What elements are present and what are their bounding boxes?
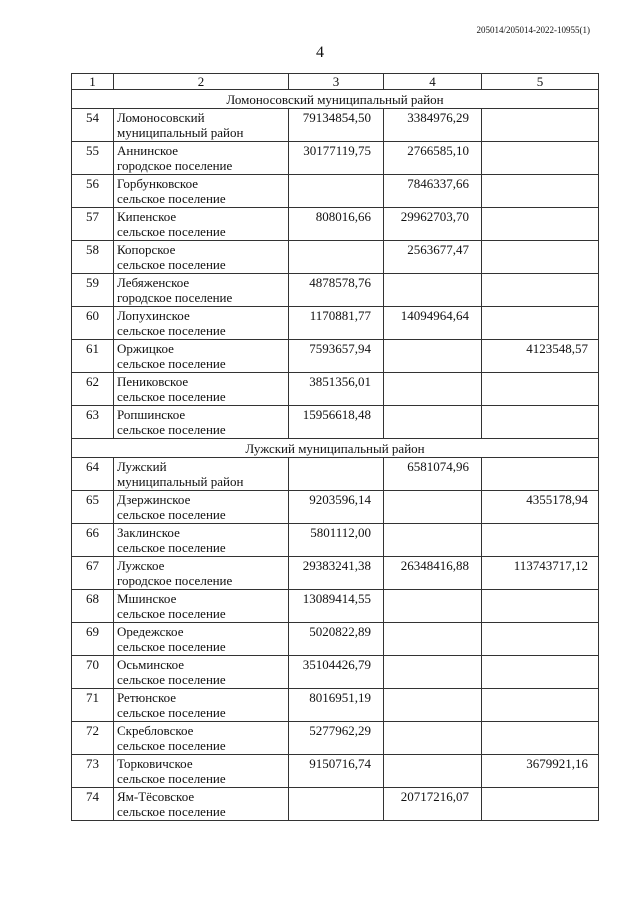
municipality-name-line1: Горбунковское bbox=[117, 176, 199, 191]
municipality-name-cell bbox=[114, 458, 289, 491]
row-number-cell: 62 bbox=[72, 373, 114, 406]
header-cell: 4 bbox=[384, 74, 482, 90]
row-number-cell: 58 bbox=[72, 241, 114, 274]
table-row bbox=[72, 109, 599, 142]
table-body bbox=[72, 74, 599, 821]
municipality-name-cell bbox=[114, 373, 289, 406]
municipality-name-cell bbox=[114, 524, 289, 557]
row-number-cell: 68 bbox=[72, 590, 114, 623]
amount-cell-c5: 4355178,94 bbox=[482, 491, 599, 524]
row-number-cell: 71 bbox=[72, 689, 114, 722]
amount-cell-c4 bbox=[384, 590, 482, 623]
amount-cell-c3: 5277962,29 bbox=[289, 722, 384, 755]
amount-cell-c4: 20717216,07 bbox=[384, 788, 482, 821]
data-table bbox=[71, 73, 599, 821]
amount-cell-c5: 113743717,12 bbox=[482, 557, 599, 590]
municipality-name-line1: Скребловское bbox=[117, 723, 194, 738]
municipality-name-line2: муниципальный район bbox=[117, 474, 244, 489]
municipality-name-line2: сельское поселение bbox=[117, 191, 226, 206]
amount-cell-c3: 13089414,55 bbox=[289, 590, 384, 623]
municipality-name-line1: Лужский bbox=[117, 459, 167, 474]
municipality-name-line1: Ретюнское bbox=[117, 690, 177, 705]
amount-cell-c3 bbox=[289, 175, 384, 208]
municipality-name-line1: Лебяженское bbox=[117, 275, 190, 290]
municipality-name-line2: сельское поселение bbox=[117, 356, 226, 371]
table-row bbox=[72, 656, 599, 689]
header-row bbox=[72, 74, 599, 90]
table-row bbox=[72, 373, 599, 406]
row-number-cell: 61 bbox=[72, 340, 114, 373]
amount-cell-c3: 8016951,19 bbox=[289, 689, 384, 722]
amount-cell-c4: 6581074,96 bbox=[384, 458, 482, 491]
amount-cell-c3: 79134854,50 bbox=[289, 109, 384, 142]
amount-cell-c3: 9150716,74 bbox=[289, 755, 384, 788]
municipality-name-line2: сельское поселение bbox=[117, 738, 226, 753]
amount-cell-c5 bbox=[482, 241, 599, 274]
section-title: Ломоносовский муниципальный район bbox=[72, 90, 599, 109]
amount-cell-c4: 2563677,47 bbox=[384, 241, 482, 274]
table-row bbox=[72, 208, 599, 241]
amount-cell-c5 bbox=[482, 109, 599, 142]
municipality-name-line1: Торковичское bbox=[117, 756, 193, 771]
row-number-cell: 57 bbox=[72, 208, 114, 241]
amount-cell-c4: 3384976,29 bbox=[384, 109, 482, 142]
amount-cell-c3: 4878578,76 bbox=[289, 274, 384, 307]
amount-cell-c3: 1170881,77 bbox=[289, 307, 384, 340]
section-title: Лужский муниципальный район bbox=[72, 439, 599, 458]
row-number-cell: 73 bbox=[72, 755, 114, 788]
municipality-name-line2: сельское поселение bbox=[117, 257, 226, 272]
municipality-name-line1: Копорское bbox=[117, 242, 176, 257]
amount-cell-c4 bbox=[384, 274, 482, 307]
municipality-name-line2: сельское поселение bbox=[117, 639, 226, 654]
amount-cell-c4 bbox=[384, 656, 482, 689]
amount-cell-c4 bbox=[384, 373, 482, 406]
municipality-name-line2: муниципальный район bbox=[117, 125, 244, 140]
amount-cell-c5: 4123548,57 bbox=[482, 340, 599, 373]
municipality-name-line2: сельское поселение bbox=[117, 606, 226, 621]
municipality-name-line2: сельское поселение bbox=[117, 672, 226, 687]
municipality-name-cell bbox=[114, 241, 289, 274]
municipality-name-cell bbox=[114, 274, 289, 307]
municipality-name-line1: Лужское bbox=[117, 558, 165, 573]
municipality-name-cell bbox=[114, 590, 289, 623]
table-row bbox=[72, 307, 599, 340]
municipality-name-line2: сельское поселение bbox=[117, 323, 226, 338]
amount-cell-c5 bbox=[482, 524, 599, 557]
header-cell: 5 bbox=[482, 74, 599, 90]
municipality-name-line2: сельское поселение bbox=[117, 389, 226, 404]
table-row bbox=[72, 590, 599, 623]
amount-cell-c5 bbox=[482, 373, 599, 406]
municipality-name-cell bbox=[114, 109, 289, 142]
municipality-name-line2: городское поселение bbox=[117, 290, 233, 305]
municipality-name-line1: Аннинское bbox=[117, 143, 179, 158]
section-header-row bbox=[72, 439, 599, 458]
amount-cell-c4: 2766585,10 bbox=[384, 142, 482, 175]
row-number-cell: 70 bbox=[72, 656, 114, 689]
header-cell: 1 bbox=[72, 74, 114, 90]
amount-cell-c5 bbox=[482, 208, 599, 241]
row-number-cell: 59 bbox=[72, 274, 114, 307]
amount-cell-c3 bbox=[289, 241, 384, 274]
amount-cell-c4 bbox=[384, 722, 482, 755]
municipality-name-line1: Оредежское bbox=[117, 624, 184, 639]
table-row bbox=[72, 340, 599, 373]
municipality-name-line2: сельское поселение bbox=[117, 422, 226, 437]
row-number-cell: 56 bbox=[72, 175, 114, 208]
municipality-name-line1: Мшинское bbox=[117, 591, 177, 606]
table-row bbox=[72, 175, 599, 208]
row-number-cell: 64 bbox=[72, 458, 114, 491]
municipality-name-cell bbox=[114, 656, 289, 689]
amount-cell-c3: 5801112,00 bbox=[289, 524, 384, 557]
municipality-name-line1: Кипенское bbox=[117, 209, 177, 224]
municipality-name-line1: Оржицкое bbox=[117, 341, 174, 356]
row-number-cell: 55 bbox=[72, 142, 114, 175]
header-cell: 3 bbox=[289, 74, 384, 90]
table-row bbox=[72, 406, 599, 439]
table-row bbox=[72, 788, 599, 821]
amount-cell-c4 bbox=[384, 491, 482, 524]
amount-cell-c5 bbox=[482, 590, 599, 623]
amount-cell-c4 bbox=[384, 406, 482, 439]
amount-cell-c5: 3679921,16 bbox=[482, 755, 599, 788]
municipality-name-line2: сельское поселение bbox=[117, 540, 226, 555]
municipality-name-cell bbox=[114, 406, 289, 439]
table-row bbox=[72, 524, 599, 557]
municipality-name-line2: городское поселение bbox=[117, 573, 233, 588]
amount-cell-c5 bbox=[482, 623, 599, 656]
row-number-cell: 74 bbox=[72, 788, 114, 821]
municipality-name-line2: сельское поселение bbox=[117, 705, 226, 720]
section-header-row bbox=[72, 90, 599, 109]
amount-cell-c4: 29962703,70 bbox=[384, 208, 482, 241]
amount-cell-c3: 35104426,79 bbox=[289, 656, 384, 689]
amount-cell-c3: 29383241,38 bbox=[289, 557, 384, 590]
municipality-name-cell bbox=[114, 340, 289, 373]
municipality-name-line1: Дзержинское bbox=[117, 492, 191, 507]
municipality-name-line2: городское поселение bbox=[117, 158, 233, 173]
municipality-name-cell bbox=[114, 755, 289, 788]
table-row bbox=[72, 274, 599, 307]
municipality-name-cell bbox=[114, 142, 289, 175]
table-row bbox=[72, 142, 599, 175]
municipality-name-line1: Пениковское bbox=[117, 374, 189, 389]
amount-cell-c5 bbox=[482, 307, 599, 340]
amount-cell-c4: 14094964,64 bbox=[384, 307, 482, 340]
municipality-name-cell bbox=[114, 175, 289, 208]
table-row bbox=[72, 689, 599, 722]
table-row bbox=[72, 557, 599, 590]
municipality-name-cell bbox=[114, 557, 289, 590]
amount-cell-c3: 5020822,89 bbox=[289, 623, 384, 656]
amount-cell-c3: 15956618,48 bbox=[289, 406, 384, 439]
amount-cell-c5 bbox=[482, 142, 599, 175]
municipality-name-line2: сельское поселение bbox=[117, 224, 226, 239]
municipality-name-cell bbox=[114, 722, 289, 755]
municipality-name-cell bbox=[114, 491, 289, 524]
amount-cell-c3: 30177119,75 bbox=[289, 142, 384, 175]
amount-cell-c5 bbox=[482, 406, 599, 439]
table-row bbox=[72, 458, 599, 491]
row-number-cell: 69 bbox=[72, 623, 114, 656]
municipality-name-line1: Осьминское bbox=[117, 657, 185, 672]
amount-cell-c4 bbox=[384, 755, 482, 788]
amount-cell-c4: 7846337,66 bbox=[384, 175, 482, 208]
amount-cell-c4 bbox=[384, 623, 482, 656]
municipality-name-line1: Ям-Тёсовское bbox=[117, 789, 195, 804]
municipality-name-cell bbox=[114, 623, 289, 656]
row-number-cell: 65 bbox=[72, 491, 114, 524]
municipality-name-line1: Заклинское bbox=[117, 525, 180, 540]
municipality-name-line2: сельское поселение bbox=[117, 804, 226, 819]
header-cell: 2 bbox=[114, 74, 289, 90]
amount-cell-c4 bbox=[384, 524, 482, 557]
row-number-cell: 72 bbox=[72, 722, 114, 755]
amount-cell-c3: 7593657,94 bbox=[289, 340, 384, 373]
table-row bbox=[72, 722, 599, 755]
amount-cell-c3: 9203596,14 bbox=[289, 491, 384, 524]
amount-cell-c5 bbox=[482, 788, 599, 821]
municipality-name-cell bbox=[114, 307, 289, 340]
municipality-name-line1: Ломоносовский bbox=[117, 110, 205, 125]
municipality-name-cell bbox=[114, 788, 289, 821]
amount-cell-c5 bbox=[482, 458, 599, 491]
row-number-cell: 66 bbox=[72, 524, 114, 557]
table-row bbox=[72, 491, 599, 524]
row-number-cell: 63 bbox=[72, 406, 114, 439]
municipality-name-line2: сельское поселение bbox=[117, 771, 226, 786]
amount-cell-c4: 26348416,88 bbox=[384, 557, 482, 590]
page-number: 4 bbox=[316, 44, 324, 61]
amount-cell-c4 bbox=[384, 340, 482, 373]
municipality-name-line1: Ропшинское bbox=[117, 407, 186, 422]
municipality-name-line1: Лопухинское bbox=[117, 308, 190, 323]
amount-cell-c3 bbox=[289, 788, 384, 821]
row-number-cell: 67 bbox=[72, 557, 114, 590]
amount-cell-c5 bbox=[482, 656, 599, 689]
amount-cell-c5 bbox=[482, 722, 599, 755]
document-id: 205014/205014-2022-10955(1) bbox=[476, 25, 590, 35]
amount-cell-c3: 3851356,01 bbox=[289, 373, 384, 406]
municipality-name-cell bbox=[114, 208, 289, 241]
amount-cell-c5 bbox=[482, 274, 599, 307]
row-number-cell: 60 bbox=[72, 307, 114, 340]
amount-cell-c4 bbox=[384, 689, 482, 722]
municipality-name-cell bbox=[114, 689, 289, 722]
amount-cell-c3 bbox=[289, 458, 384, 491]
amount-cell-c5 bbox=[482, 689, 599, 722]
amount-cell-c3: 808016,66 bbox=[289, 208, 384, 241]
municipality-name-line2: сельское поселение bbox=[117, 507, 226, 522]
table-row bbox=[72, 623, 599, 656]
table-row bbox=[72, 241, 599, 274]
row-number-cell: 54 bbox=[72, 109, 114, 142]
amount-cell-c5 bbox=[482, 175, 599, 208]
table-row bbox=[72, 755, 599, 788]
